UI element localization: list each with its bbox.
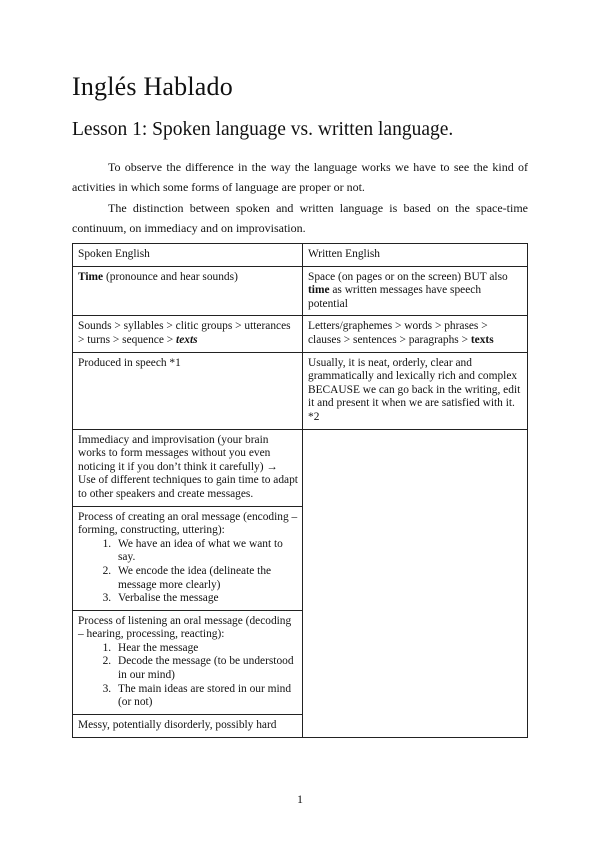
distinction-paragraph: The distinction between spoken and written language is based on the space-time continuum, on immediacy and on improvisation. xyxy=(72,201,528,235)
document-title: Inglés Hablado xyxy=(72,72,233,101)
table-row xyxy=(73,266,528,316)
table-cell: Messy, potentially disorderly, possibly hard xyxy=(73,714,303,737)
bold-term: texts xyxy=(176,333,198,346)
table-cell: Usually, it is neat, orderly, clear and grammatically and lexically rich and complex BECAUSE we can go back in the writing, edit it and present it when we are satisfied with it. *2 xyxy=(303,352,528,429)
table-row xyxy=(73,352,528,429)
table-row xyxy=(73,429,528,506)
table-cell xyxy=(73,266,303,316)
cell-text: (pronounce and hear sounds) xyxy=(103,270,238,283)
table-cell: Immediacy and improvisation (your brain works to form messages without you even noticing it if you don’t think it carefully) → Use of different techniques to gain time to adapt to other speakers and create messages. xyxy=(73,429,303,506)
table-cell-empty xyxy=(303,429,528,737)
comparison-table xyxy=(72,243,528,738)
page-number: 1 xyxy=(297,792,303,806)
table-cell xyxy=(73,610,303,714)
list-item: 2. Decode the message (to be understood in our mind) xyxy=(114,655,298,682)
numbered-list xyxy=(78,538,298,606)
table-row xyxy=(73,316,528,352)
bold-term: time xyxy=(308,284,330,297)
cell-text: Process of listening an oral message (decoding – hearing, processing, reacting): xyxy=(78,614,292,641)
lesson-heading: Lesson 1: Spoken language vs. written language. xyxy=(72,119,454,140)
header-written: Written English xyxy=(303,244,528,267)
table-cell: Produced in speech *1 xyxy=(73,352,303,429)
list-item: 3. The main ideas are stored in our mind (or not) xyxy=(114,683,298,710)
cell-text: Sounds > syllables > clitic groups > utterances > turns > sequence > xyxy=(78,320,291,346)
table-cell xyxy=(73,506,303,610)
table-cell xyxy=(303,316,528,352)
cell-text: Space (on pages or on the screen) BUT also xyxy=(308,270,508,283)
bold-term: Time xyxy=(78,270,104,283)
table-cell xyxy=(303,266,528,316)
table-cell xyxy=(73,316,303,352)
table-header-row xyxy=(73,244,528,267)
cell-text: as written messages have speech potential xyxy=(308,284,482,310)
list-item: 1. We have an idea of what we want to say. xyxy=(114,538,298,565)
header-spoken: Spoken English xyxy=(73,244,303,267)
list-item: 1. Hear the message xyxy=(114,642,298,656)
list-item: 3. Verbalise the message xyxy=(114,592,298,606)
cell-text: Letters/graphemes > words > phrases > clauses > sentences > paragraphs > xyxy=(308,320,488,346)
numbered-list xyxy=(78,642,298,710)
list-item: 2. We encode the idea (delineate the message more clearly) xyxy=(114,565,298,592)
cell-text: Process of creating an oral message (encoding – forming, constructing, uttering): xyxy=(78,510,298,537)
intro-paragraph: To observe the difference in the way the language works we have to see the kind of activities in which some forms of language are proper or not. xyxy=(72,160,528,194)
bold-term: texts xyxy=(470,333,494,346)
